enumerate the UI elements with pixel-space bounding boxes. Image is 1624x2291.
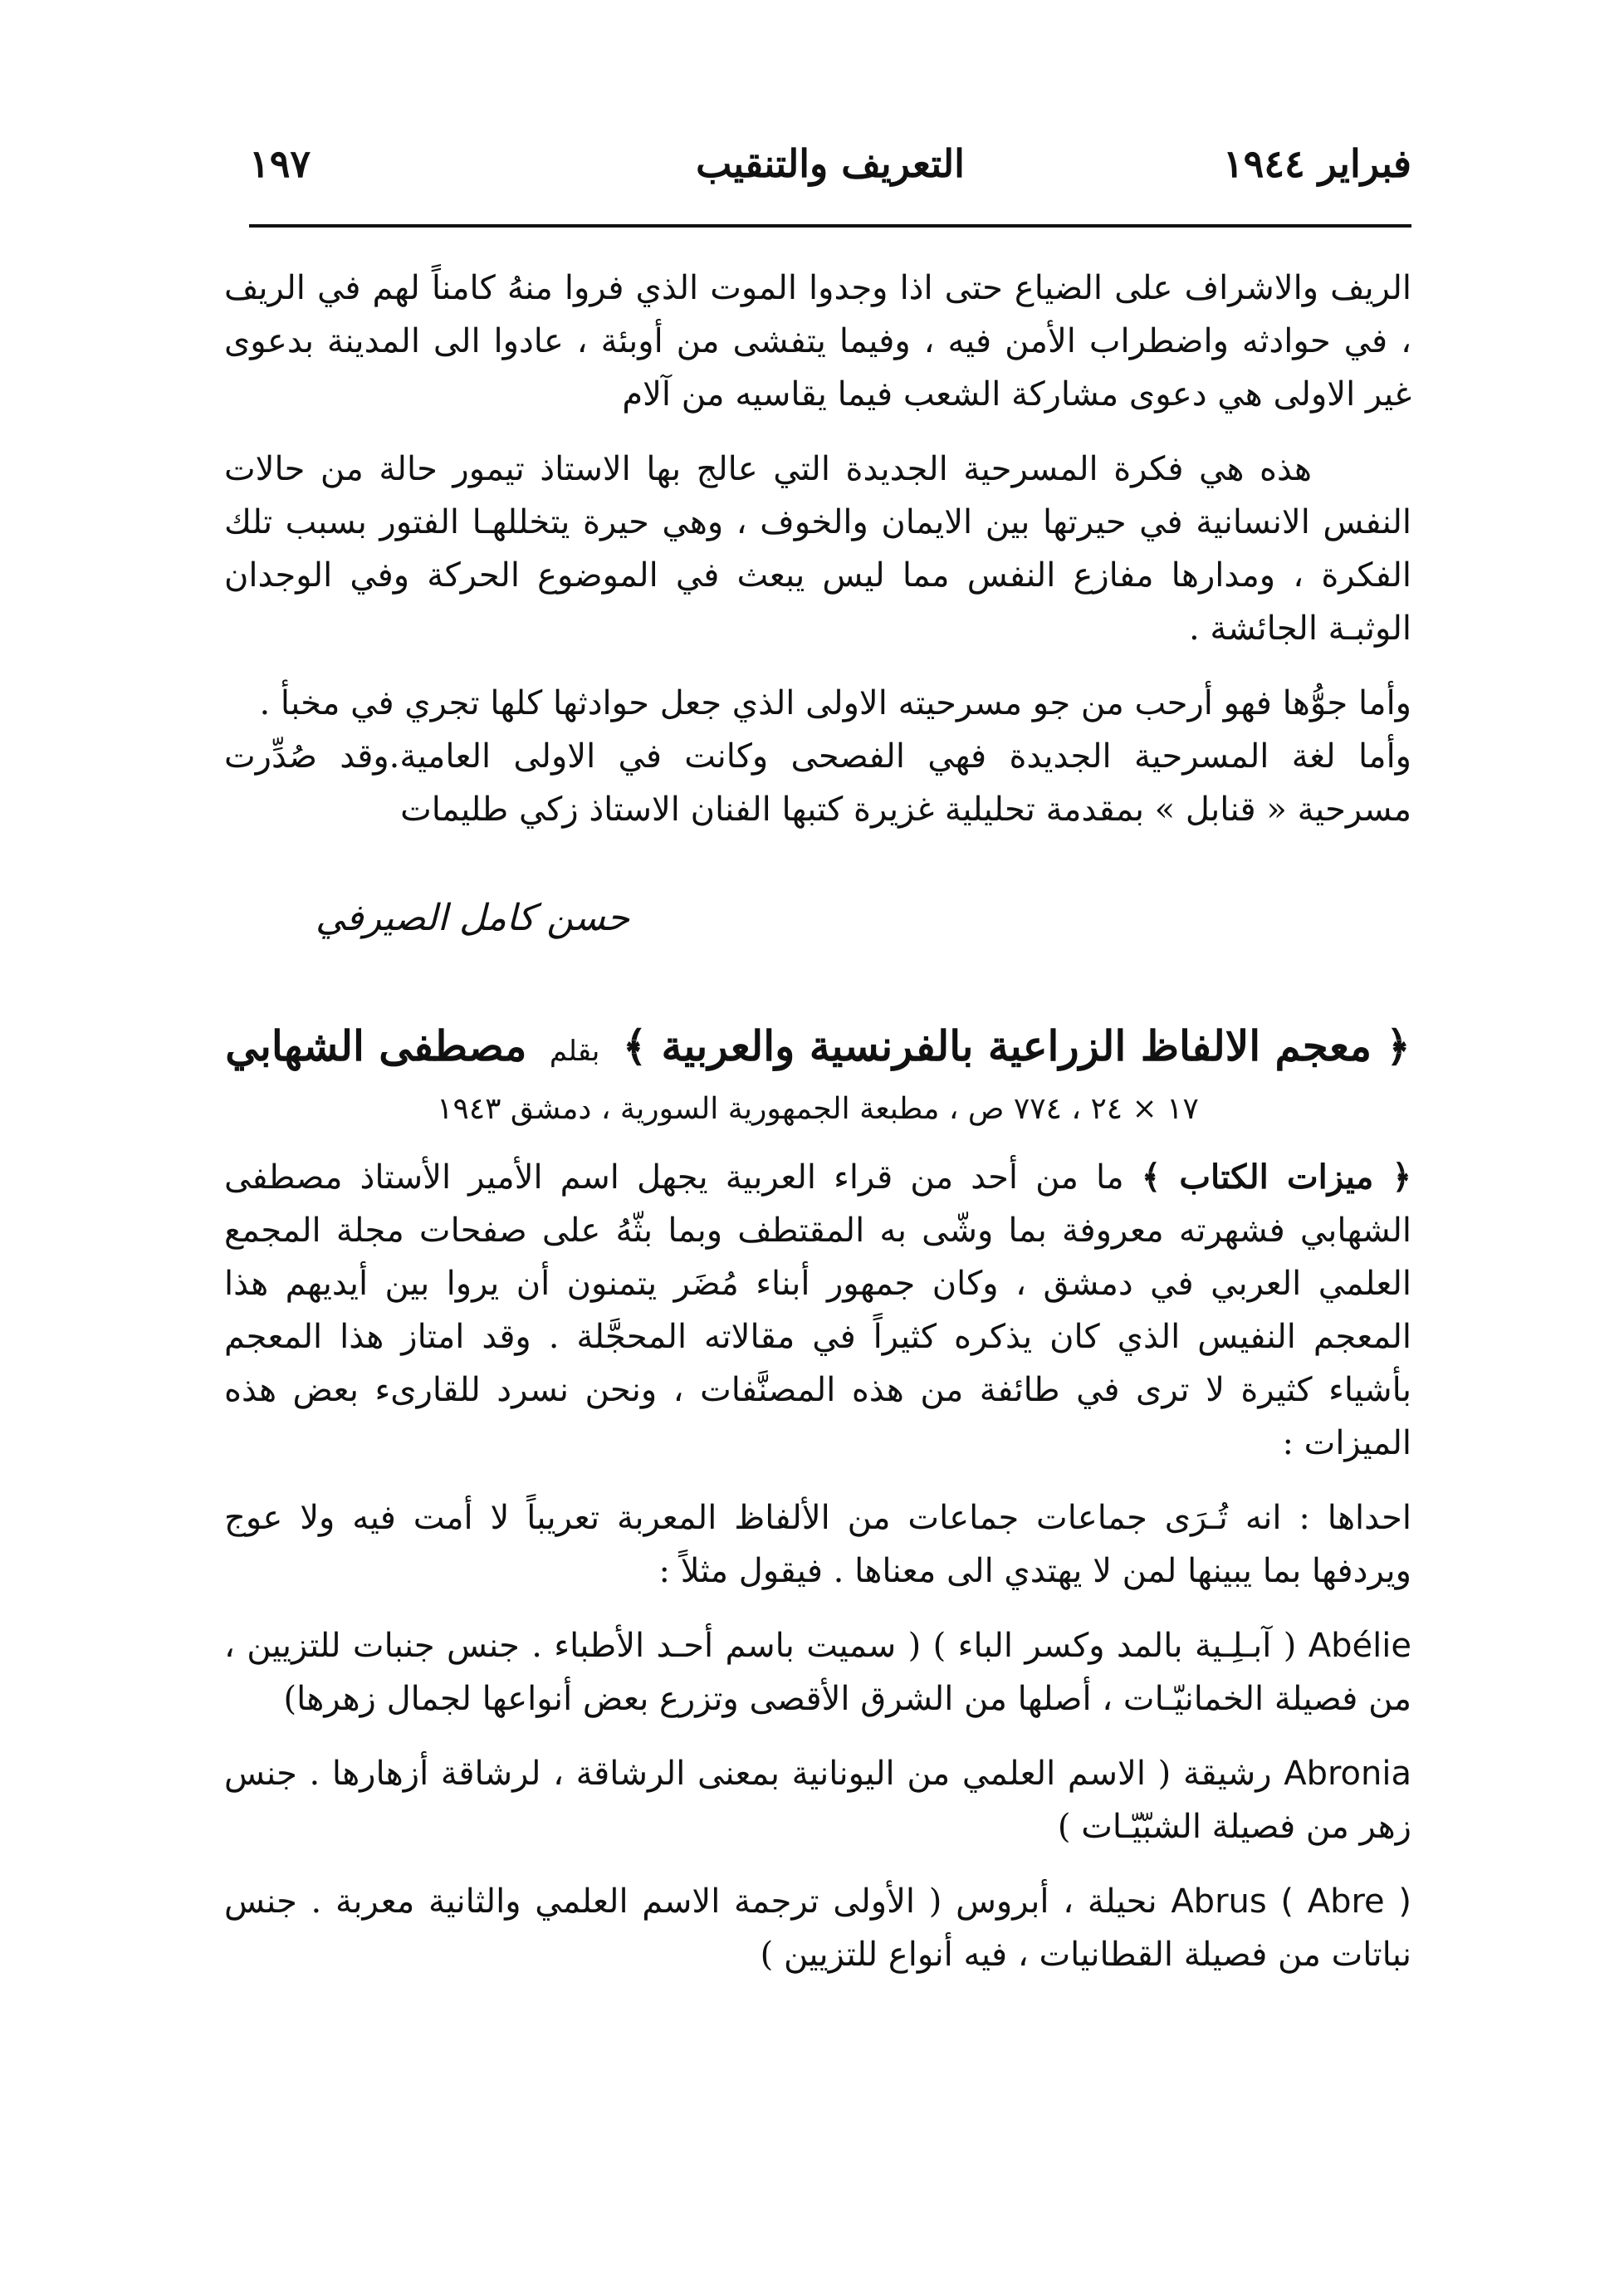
dictionary-entry xyxy=(224,1875,1411,1981)
header-title: التعريف والتنقيب xyxy=(696,141,965,186)
article-paragraph: وأما جوُّها فهو أرحب من جو مسرحيته الاولى الذي جعل حوادثها كلها تجري في مخبأ . xyxy=(259,684,1411,722)
book-title-line xyxy=(224,1013,1411,1084)
features-paragraph xyxy=(224,1151,1411,1470)
book-review-body xyxy=(224,1151,1411,1981)
book-title: معجم الالفاظ الزراعية بالفرنسية والعربية xyxy=(661,1021,1372,1070)
header-date: فبراير ١٩٤٤ xyxy=(1222,141,1411,186)
running-header xyxy=(249,141,1411,208)
entry-latin-term: Abrus ( Abre ) xyxy=(1171,1882,1411,1921)
dictionary-entry xyxy=(224,1747,1411,1853)
features-heading: ﴿ ميزات الكتاب ﴾ xyxy=(1141,1158,1412,1197)
by-label: بقلم xyxy=(549,1035,600,1068)
author-signature: حسن كامل الصيرفي xyxy=(316,897,630,939)
entry-text: نحيلة ، أبروس ( الأولى ترجمة الاسم العلمي والثانية معربة . جنس نباتات من فصيلة القطانيات ، فيه أنواع للتزيين ) xyxy=(224,1882,1411,1974)
entry-text: رشيقة ( الاسم العلمي من اليونانية بمعنى الرشاقة ، لرشاقة أزهارها . جنس زهر من فصيلة الشبّيّـات ) xyxy=(224,1755,1411,1846)
article-paragraph: الريف والاشراف على الضياع حتى اذا وجدوا الموت الذي فروا منهُ كامناً لهم في الريف ، في حوادثه واضطراب الأمن فيه ، وفيما يتفشى من أوبئة ، عادوا الى المدينة بدعوى غير الاولى هي دعوى مشاركة الشعب فيما يقاسيه من آلام xyxy=(224,269,1411,414)
article-body xyxy=(224,262,1411,858)
entry-latin-term: Abélie xyxy=(1308,1627,1411,1665)
entry-text: ( آبـلِـية بالمد وكسر الباء ) ( سميت باسم أحـد الأطباء . جنس جنبات للتزيين ، من فصيلة الخمانيّـات ، أصلها من الشرق الأقصى وتزرع بعض أنواعها لجمال زهرها) xyxy=(224,1627,1411,1718)
book-author: مصطفى الشهابي xyxy=(225,1021,527,1070)
close-ornament: ﴾ xyxy=(622,1021,648,1070)
book-meta: ١٧ × ٢٤ ، ٧٧٤ ص ، مطبعة الجمهورية السورية ، دمشق ١٩٤٣ xyxy=(437,1092,1199,1126)
article-paragraph: وأما لغة المسرحية الجديدة فهي الفصحى وكانت في الاولى العامية.وقد صُدِّرت مسرحية « قنابل » بمقدمة تحليلية غزيرة كتبها الفنان الاستاذ زكي طليمات xyxy=(224,737,1411,829)
book-review xyxy=(224,1013,1411,2003)
first-feature: احداها : انه تُـرَى جماعات جماعات من الألفاظ المعربة تعريباً لا أمت فيه ولا عوج ويردفها بما يبينها لمن لا يهتدي الى معناها . فيقول مثلاً : xyxy=(224,1499,1411,1590)
header-rule xyxy=(249,224,1411,228)
dictionary-entry xyxy=(224,1619,1411,1726)
open-ornament: ﴿ xyxy=(1386,1021,1411,1070)
features-text: ما من أحد من قراء العربية يجهل اسم الأمير الأستاذ مصطفى الشهابي فشهرته معروفة بما وشّى به المقتطف وبما بثّهُ على صفحات مجلة المجمع العلمي العربي في دمشق ، وكان جمهور أبناء مُضَر يتمنون أن يروا بين أيديهم هذا المعجم النفيس الذي كان يذكره كثيراً في مقالاته المحجَّلة . وقد امتاز هذا المعجم بأشياء كثيرة لا ترى في طائفة من هذه المصنَّفات ، ونحن نسرد للقارىء بعض هذه الميزات : xyxy=(224,1158,1411,1462)
page-number: ١٩٧ xyxy=(249,141,311,186)
article-paragraph: هذه هي فكرة المسرحية الجديدة التي عالج بها الاستاذ تيمور حالة من حالات النفس الانسانية في حيرتها بين الايمان والخوف ، وهي حيرة يتخللهـا الفتور بسبب تلك الفكرة ، ومدارها مفازع النفس مما ليس يبعث في الموضوع الحركة وفي الوجدان الوثبـة الجائشة . xyxy=(224,450,1411,648)
entry-latin-term: Abronia xyxy=(1284,1755,1411,1793)
